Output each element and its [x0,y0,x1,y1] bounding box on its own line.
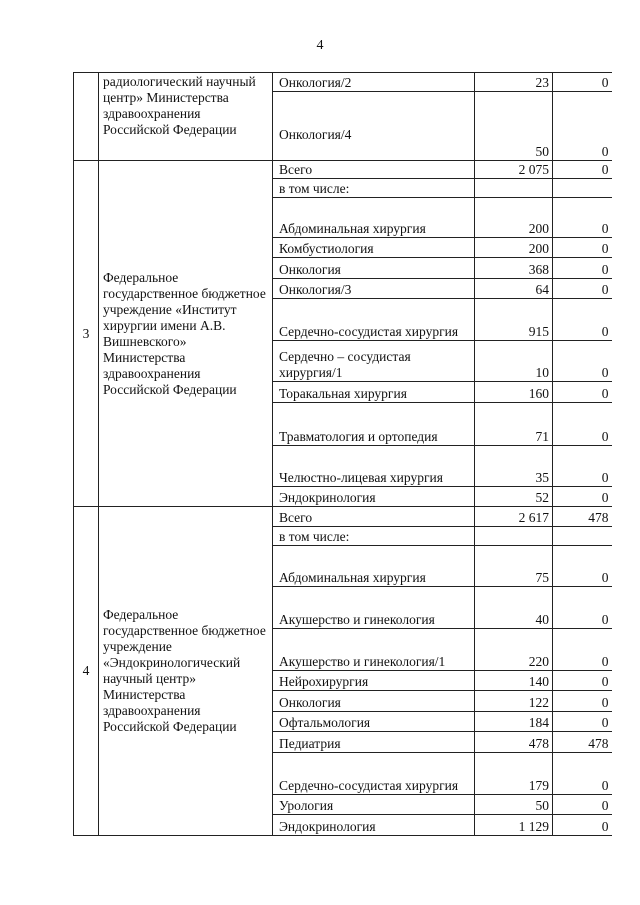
row-number-cell: 3 [74,161,99,507]
total-value-cell: 200 [475,238,553,258]
profile-cell: Педиатрия [273,732,475,753]
total-value-cell [475,179,553,198]
total-value-cell: 1 129 [475,815,553,836]
total-value-cell: 2 617 [475,507,553,527]
profile-cell: Сердечно – сосудистая хирургия/1 [273,341,475,382]
total-value-cell: 64 [475,279,553,299]
profile-cell: Онкология/2 [273,73,475,92]
second-value-cell: 0 [553,815,612,836]
total-value-cell: 2 075 [475,161,553,179]
second-value-cell: 0 [553,258,612,279]
total-value-cell: 160 [475,382,553,403]
profile-cell: Нейрохирургия [273,671,475,691]
row-number-cell [74,73,99,161]
profile-cell: Комбустиология [273,238,475,258]
profile-cell: Акушерство и гинекология [273,587,475,629]
total-value-cell: 50 [475,795,553,815]
second-value-cell [553,527,612,546]
profile-cell: Онкология [273,691,475,712]
second-value-cell: 0 [553,487,612,507]
second-value-cell: 0 [553,629,612,671]
second-value-cell: 0 [553,691,612,712]
total-value-cell: 35 [475,446,553,487]
total-value-cell: 40 [475,587,553,629]
total-value-cell: 184 [475,712,553,732]
second-value-cell: 0 [553,587,612,629]
profile-cell: Урология [273,795,475,815]
total-value-cell: 50 [475,92,553,161]
table-row [74,161,612,179]
row-number-cell: 4 [74,507,99,836]
profile-cell: в том числе: [273,527,475,546]
profile-cell: Абдоминальная хирургия [273,546,475,587]
second-value-cell: 478 [553,507,612,527]
second-value-cell: 0 [553,671,612,691]
total-value-cell: 200 [475,198,553,238]
profile-cell [273,92,475,161]
total-value-cell: 23 [475,73,553,92]
profile-cell: Торакальная хирургия [273,382,475,403]
total-value-cell [475,527,553,546]
total-value-cell: 220 [475,629,553,671]
second-value-cell: 0 [553,341,612,382]
second-value-cell: 0 [553,712,612,732]
second-value-cell: 0 [553,238,612,258]
second-value-cell: 0 [553,73,612,92]
second-value-cell: 0 [553,92,612,161]
profile-cell: Эндокринология [273,487,475,507]
total-value-cell: 915 [475,299,553,341]
profile-cell: Сердечно-сосудистая хирургия [273,299,475,341]
profile-cell: в том числе: [273,179,475,198]
profile-text: Онкология/4 [279,127,352,142]
second-value-cell: 0 [553,546,612,587]
table-row [74,73,612,92]
second-value-cell [553,179,612,198]
second-value-cell: 0 [553,299,612,341]
total-value-cell: 140 [475,671,553,691]
profile-cell: Акушерство и гинекология/1 [273,629,475,671]
profile-cell: Всего [273,507,475,527]
profile-cell: Сердечно-сосудистая хирургия [273,753,475,795]
organization-cell: радиологический научный центр» Министерства здравоохранения Российской Федерации [99,73,273,161]
total-value-cell: 368 [475,258,553,279]
second-value-cell: 0 [553,382,612,403]
organization-cell: Федеральное государственное бюджетное учреждение «Эндокринологический научный центр» Министерства здравоохранения Российской Федерации [99,507,273,836]
second-value-cell: 478 [553,732,612,753]
second-value-cell: 0 [553,279,612,299]
total-value-cell: 478 [475,732,553,753]
organization-cell: Федеральное государственное бюджетное учреждение «Институт хирургии имени А.В. Вишневского» Министерства здравоохранения Российской Федерации [99,161,273,507]
total-value-cell: 52 [475,487,553,507]
second-value-cell: 0 [553,795,612,815]
profile-cell: Всего [273,161,475,179]
profile-cell: Офтальмология [273,712,475,732]
profile-cell: Челюстно-лицевая хирургия [273,446,475,487]
table-row [74,507,612,527]
profile-cell: Онкология/3 [273,279,475,299]
profile-cell: Травматология и ортопедия [273,403,475,446]
profile-cell: Эндокринология [273,815,475,836]
second-value-cell: 0 [553,446,612,487]
second-value-cell: 0 [553,753,612,795]
second-value-cell: 0 [553,161,612,179]
total-value-cell: 71 [475,403,553,446]
second-value-cell: 0 [553,198,612,238]
second-value-cell: 0 [553,403,612,446]
allocation-table [73,72,612,836]
total-value-cell: 179 [475,753,553,795]
page-number: 4 [316,38,324,53]
total-value-cell: 10 [475,341,553,382]
profile-cell: Онкология [273,258,475,279]
total-value-cell: 75 [475,546,553,587]
total-value-cell: 122 [475,691,553,712]
profile-cell: Абдоминальная хирургия [273,198,475,238]
